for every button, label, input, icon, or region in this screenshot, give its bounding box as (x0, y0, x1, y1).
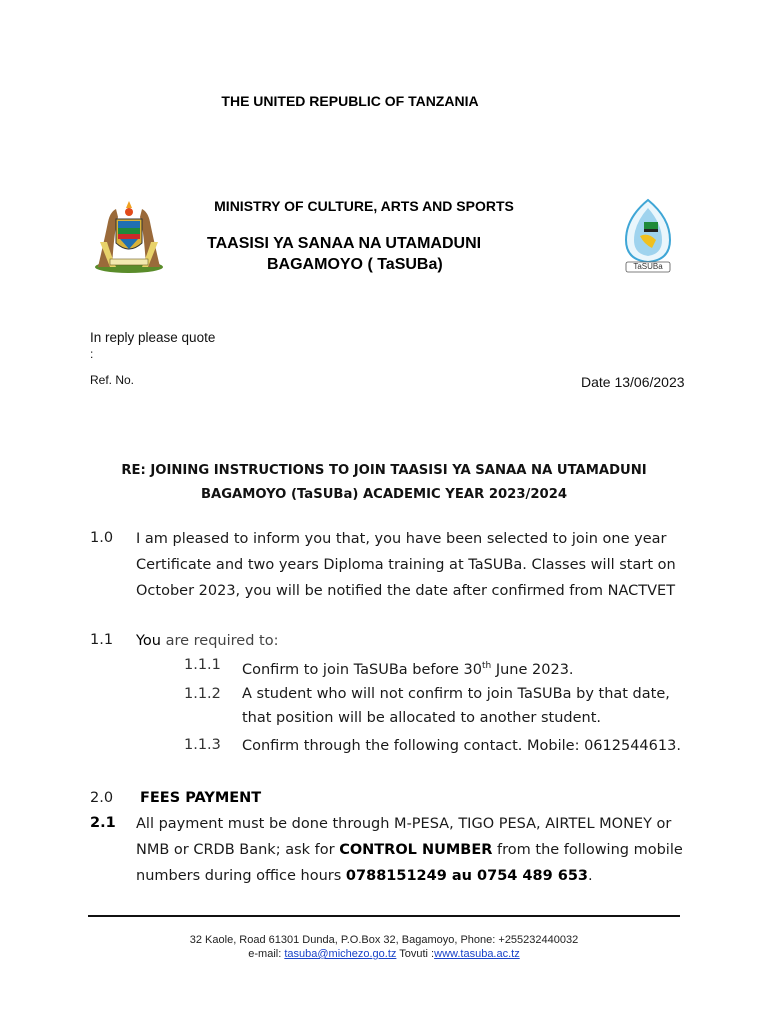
footer-divider (88, 915, 680, 917)
institution-name-line2: BAGAMOYO ( TaSUBa) (267, 256, 443, 273)
section-1-1-you: You (136, 633, 161, 649)
item-1-1-2-line2: that position will be allocated to another student. (242, 710, 601, 726)
item-1-1-1-text (242, 653, 574, 683)
section-1-0-line1: I am pleased to inform you that, you have been selected to join one year (136, 531, 667, 547)
section-2-1-line2 (136, 837, 706, 863)
ministry-title: MINISTRY OF CULTURE, ARTS AND SPORTS (214, 198, 514, 214)
footer-address: 32 Kaole, Road 61301 Dunda, P.O.Box 32, Bagamoyo, Phone: +255232440032 (189, 934, 579, 946)
section-2-1-line2-before: NMB or CRDB Bank; ask for (136, 842, 340, 858)
section-2-1-line3-before: numbers during office hours (136, 868, 346, 884)
section-1-0-line3: October 2023, you will be notified the date after confirmed from NACTVET (136, 583, 676, 599)
letter-date: Date 13/06/2023 (581, 374, 685, 390)
item-1-1-1-number: 1.1.1 (184, 657, 221, 673)
section-1-1-number: 1.1 (90, 632, 114, 648)
section-2-0-title: FEES PAYMENT (140, 790, 262, 806)
section-1-1-required: are required to: (161, 633, 279, 649)
item-1-1-1-sup: th (481, 661, 492, 671)
section-2-0-number: 2.0 (90, 790, 114, 806)
section-2-1-line3 (136, 863, 706, 889)
footer-website-link[interactable]: www.tasuba.ac.tz (434, 948, 520, 960)
footer-tovuti-label: Tovuti : (396, 948, 435, 960)
section-2-1-text (136, 811, 706, 889)
tasuba-logo (612, 196, 684, 276)
ref-no-label: Ref. No. (90, 373, 135, 387)
institution-name-line1: TAASISI YA SANAA NA UTAMADUNI (207, 235, 482, 252)
reply-quote-colon: : (90, 347, 94, 361)
subject-line2: BAGAMOYO (TaSUBa) ACADEMIC YEAR 2023/2024 (200, 487, 568, 502)
footer-email-label: e-mail: (248, 948, 285, 960)
item-1-1-1-before: Confirm to join TaSUBa before 30 (242, 661, 482, 678)
item-1-1-2-text (242, 682, 670, 730)
control-number-label: CONTROL NUMBER (339, 842, 493, 858)
subject-line1: RE: JOINING INSTRUCTIONS TO JOIN TAASISI YA SANAA NA UTAMADUNI (121, 463, 647, 478)
item-1-1-2-line1: A student who will not confirm to join TaSUBa by that date, (242, 686, 670, 702)
tasuba-logo-text: TaSUBa (633, 262, 663, 271)
section-1-0-text (136, 526, 696, 604)
section-1-0-number: 1.0 (90, 530, 114, 546)
section-2-1-line1: All payment must be done through M-PESA, TIGO PESA, AIRTEL MONEY or (136, 816, 672, 832)
country-title: THE UNITED REPUBLIC OF TANZANIA (221, 93, 479, 109)
section-1-1-intro (136, 628, 278, 654)
reply-quote-label: In reply please quote (90, 330, 216, 345)
contact-phone-numbers: 0788151249 au 0754 489 653 (345, 868, 589, 884)
item-1-1-3-number: 1.1.3 (184, 737, 221, 753)
footer-email-link[interactable]: tasuba@michezo.go.tz (284, 948, 397, 960)
item-1-1-3-text: Confirm through the following contact. Mobile: 0612544613. (242, 738, 681, 754)
item-1-1-1-after: June 2023. (491, 661, 574, 678)
footer-contacts (0, 948, 768, 960)
item-1-1-2-number: 1.1.2 (184, 686, 221, 702)
section-1-0-line2: Certificate and two years Diploma training at TaSUBa. Classes will start on (136, 557, 676, 573)
section-2-1-number: 2.1 (90, 815, 116, 831)
section-2-1-line3-after: . (588, 868, 593, 884)
section-2-1-line2-after: from the following mobile (492, 842, 683, 858)
